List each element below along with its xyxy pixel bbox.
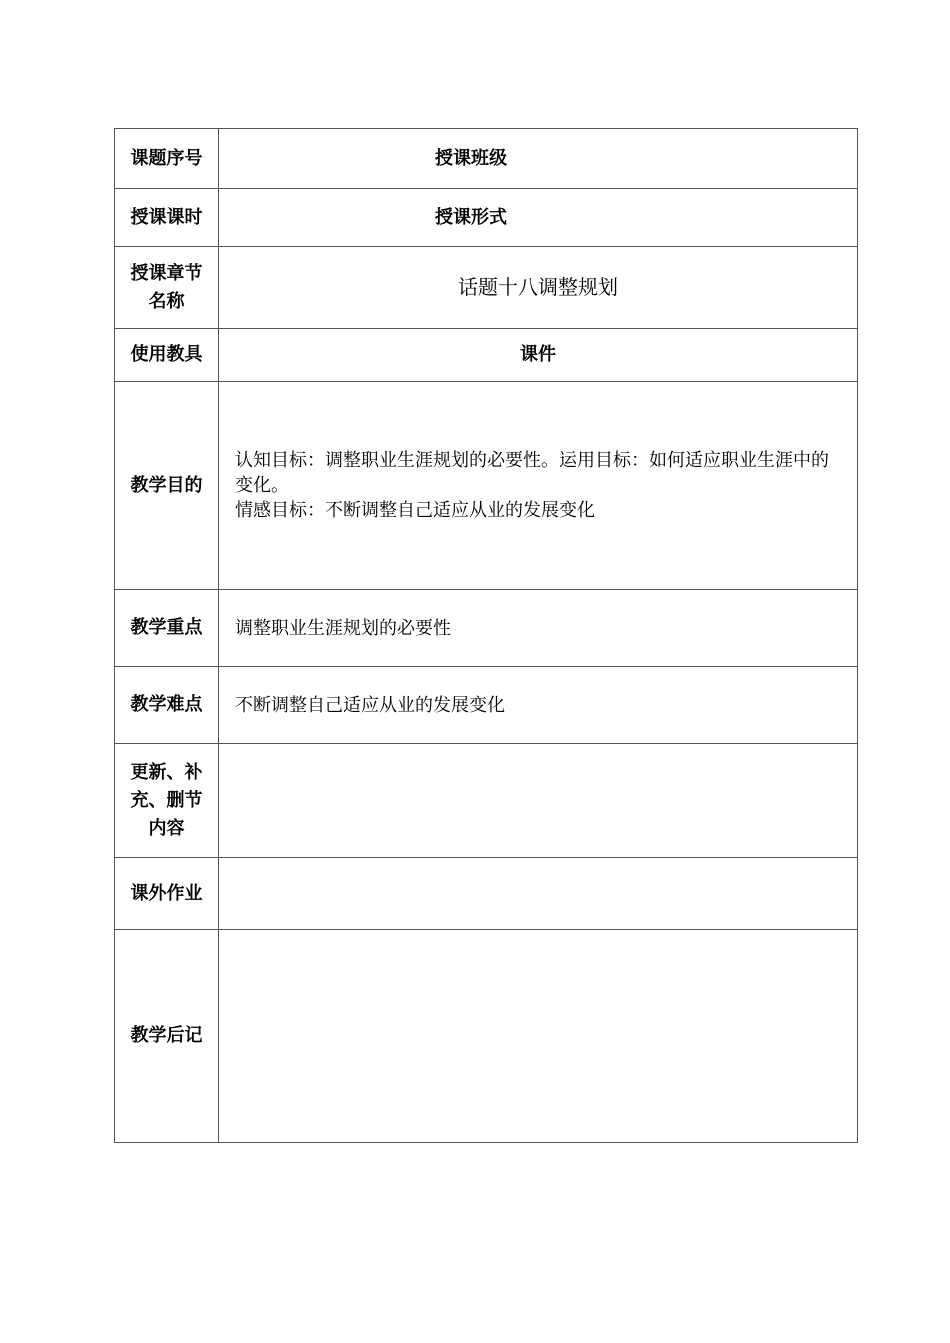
tools-label: 使用教具 [130, 344, 203, 365]
difficulties-value-cell [219, 667, 858, 744]
tools-value-cell [219, 329, 858, 382]
notes-label: 教学后记 [130, 1025, 203, 1046]
chapter-label-cell [115, 247, 219, 329]
tools-value: 课件 [520, 344, 556, 365]
difficulties-label-cell [115, 667, 219, 744]
key-points-value-cell [219, 590, 858, 667]
chapter-title: 话题十八调整规划 [458, 274, 618, 299]
lesson-plan-table [114, 128, 858, 1143]
updates-label-cell [115, 744, 219, 858]
topic-no-label-cell [115, 129, 219, 189]
updates-label: 更新、补充、删节内容 [130, 761, 203, 839]
chapter-label: 授课章节名称 [130, 262, 203, 312]
row-difficulties [115, 667, 858, 744]
objectives-line-2: 情感目标：不断调整自己适应从业的发展变化 [235, 500, 595, 521]
hours-label-cell [115, 189, 219, 247]
homework-label: 课外作业 [130, 882, 203, 904]
hours-value-cell [219, 189, 858, 247]
homework-label-cell [115, 858, 219, 930]
key-points-label: 教学重点 [130, 617, 203, 638]
notes-label-cell [115, 930, 219, 1143]
row-tools [115, 329, 858, 382]
difficulties-label: 教学难点 [130, 694, 203, 715]
row-objectives [115, 382, 858, 590]
chapter-value-cell [219, 247, 858, 329]
objectives-line-1: 认知目标：调整职业生涯规划的必要性。运用目标：如何适应职业生涯中的变化。 [235, 450, 829, 496]
row-topic-no [115, 129, 858, 189]
row-notes [115, 930, 858, 1143]
difficulties-value: 不断调整自己适应从业的发展变化 [235, 694, 505, 716]
class-label: 授课班级 [435, 147, 507, 169]
format-label: 授课形式 [435, 206, 507, 228]
key-points-value: 调整职业生涯规划的必要性 [235, 617, 451, 639]
hours-label: 授课课时 [130, 206, 203, 228]
notes-value-cell[interactable] [219, 930, 858, 1143]
row-updates [115, 744, 858, 858]
homework-value-cell[interactable] [219, 858, 858, 930]
updates-value-cell[interactable] [219, 744, 858, 858]
objectives-label: 教学目的 [130, 474, 203, 496]
objectives-label-cell [115, 382, 219, 590]
row-hours [115, 189, 858, 247]
row-key-points [115, 590, 858, 667]
key-points-label-cell [115, 590, 219, 667]
row-chapter [115, 247, 858, 329]
topic-no-label: 课题序号 [130, 147, 203, 169]
objectives-value-cell [219, 382, 858, 590]
row-homework [115, 858, 858, 930]
tools-label-cell [115, 329, 219, 382]
topic-no-value-cell [219, 129, 858, 189]
